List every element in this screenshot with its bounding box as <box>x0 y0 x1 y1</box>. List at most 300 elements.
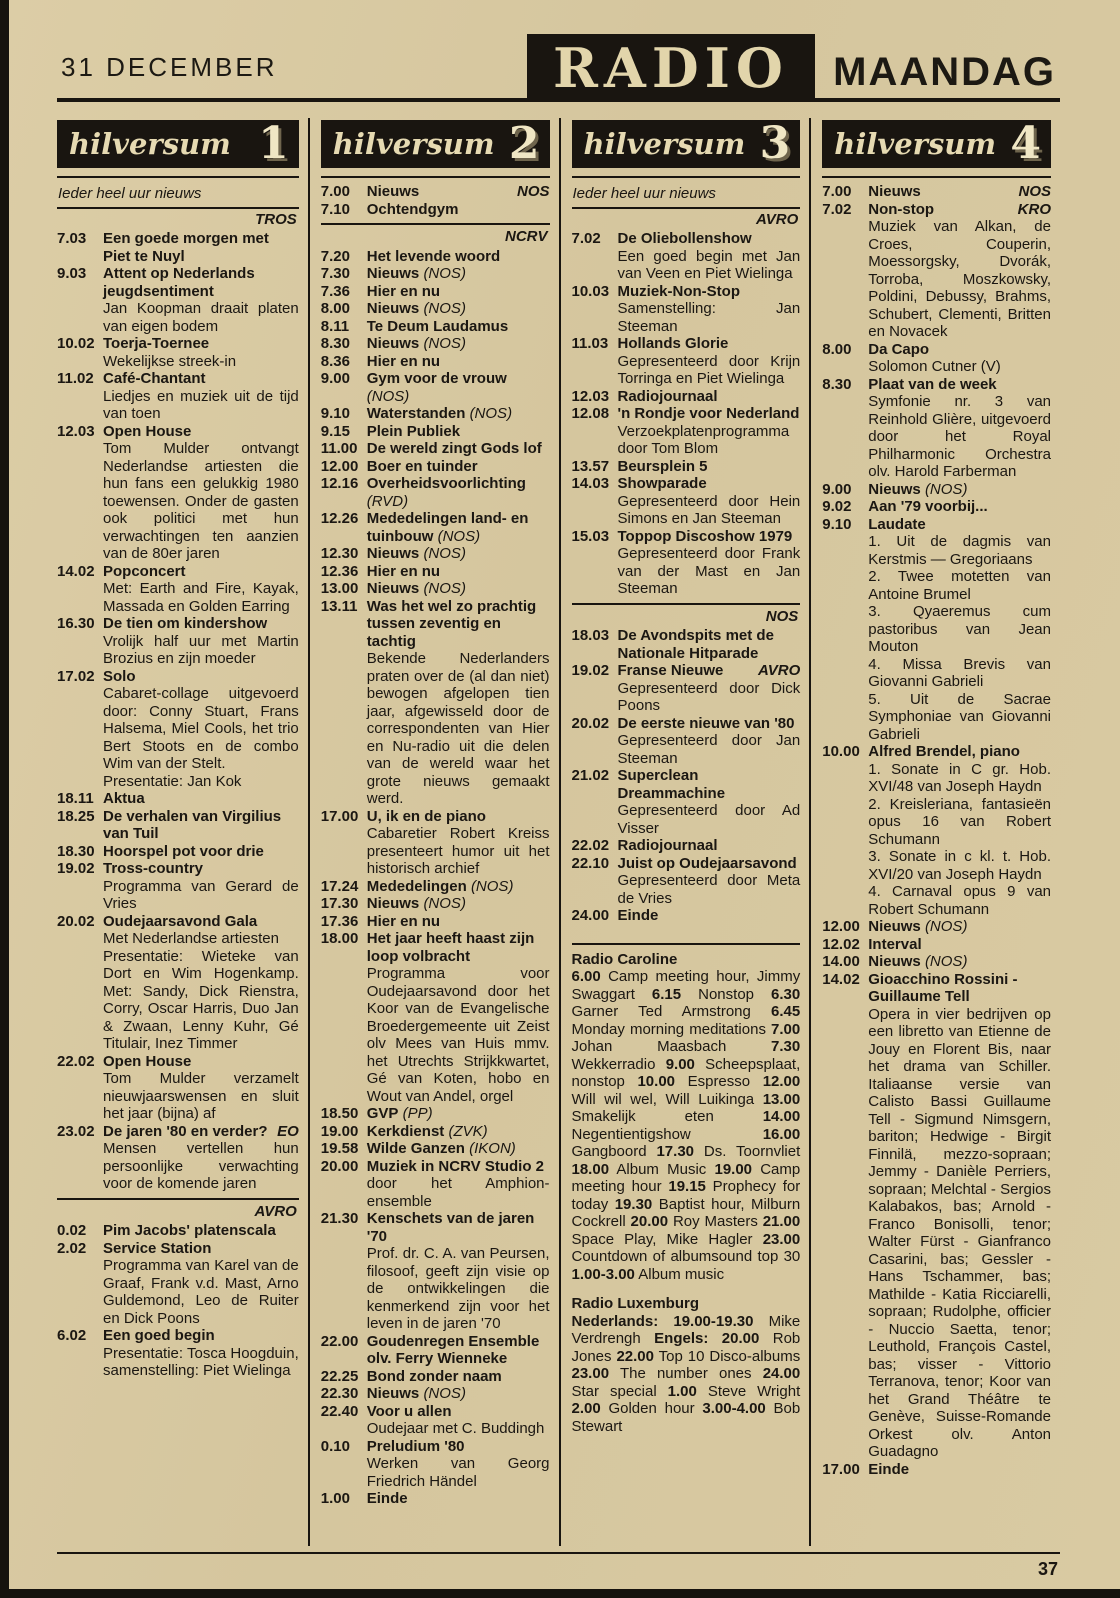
program-description: Met: Earth and Fire, Kayak, Massada en Golden Earring <box>103 580 299 615</box>
program-time: 10.02 <box>57 335 95 352</box>
program-title: De wereld zingt Gods lof <box>366 440 542 457</box>
program-time: 11.02 <box>57 370 94 387</box>
program-title: U, ik en de piano <box>366 807 486 825</box>
program-entry <box>822 936 1051 954</box>
column-listing <box>57 183 299 1380</box>
network-tag: NOS <box>1018 183 1051 200</box>
program-time: 7.00 <box>320 183 350 200</box>
program-description: Gepresenteerd door Jan Steeman <box>617 732 801 767</box>
program-title-line <box>103 370 299 388</box>
program-title-line <box>367 201 550 219</box>
program-title: Muziek-Non-Stop <box>617 282 740 300</box>
program-source-tag: (NOS) <box>366 387 410 405</box>
program-title-line <box>367 265 550 283</box>
program-title-line <box>618 767 801 802</box>
station-name: hilversum <box>834 126 997 161</box>
column-hilversum-3 <box>559 118 810 1546</box>
program-entry <box>822 953 1051 971</box>
network-tag: KRO <box>1017 200 1051 218</box>
program-entry <box>321 1210 550 1333</box>
program-description: 5. Uit de Sacrae Symphoniae van Giovanni Gabrieli <box>868 690 1051 743</box>
program-entry <box>321 1385 550 1403</box>
page-day: MAANDAG <box>833 50 1056 94</box>
program-title-line <box>618 388 801 406</box>
program-entry <box>321 1140 550 1158</box>
program-title-line <box>103 808 299 843</box>
program-title: Was het wel zo prachtig tussen zeventig en tachtig <box>366 597 537 650</box>
program-entry <box>321 440 550 458</box>
program-title: Een goed begin <box>103 1327 215 1344</box>
program-title-line <box>367 1438 550 1456</box>
program-time: 21.02 <box>571 767 610 784</box>
program-title: Boer en tuinder <box>366 457 478 475</box>
page-date: 31 DECEMBER <box>61 52 278 82</box>
program-description: Werken van Georg Friedrich Händel <box>366 1455 550 1490</box>
program-title-line <box>618 907 801 925</box>
column-header <box>822 120 1051 168</box>
program-title: Toppop Discoshow 1979 <box>617 527 793 545</box>
program-title-line <box>367 353 550 371</box>
program-title-line <box>367 183 550 201</box>
program-time: 18.50 <box>320 1105 359 1122</box>
program-time: 17.00 <box>822 1460 860 1478</box>
program-description: Vrolijk half uur met Martin Brozius en zijn moeder <box>103 632 299 667</box>
program-title: Waterstanden <box>366 405 466 422</box>
program-title: Non-stop <box>868 200 935 218</box>
program-source-tag: (NOS) <box>423 300 466 317</box>
program-entry <box>822 376 1051 481</box>
program-time: 10.03 <box>571 282 610 300</box>
program-entry <box>57 1123 299 1193</box>
program-time: 16.30 <box>57 615 95 632</box>
program-title-line <box>367 423 550 441</box>
program-title-line <box>103 423 299 441</box>
program-title-line <box>367 335 550 353</box>
program-source-tag: (NOS) <box>437 527 481 545</box>
program-title: Open House <box>103 1052 192 1070</box>
column-hilversum-4 <box>809 118 1060 1546</box>
program-title-line <box>367 1490 550 1508</box>
program-source-tag: (PP) <box>402 1105 433 1122</box>
program-source-tag: (NOS) <box>423 895 466 912</box>
program-entry <box>572 335 801 388</box>
program-title-line <box>618 335 801 353</box>
program-title: Aan '79 voorbij... <box>868 498 988 515</box>
program-title-line <box>868 201 1051 219</box>
column-listing <box>321 183 550 1508</box>
program-title: Nieuws <box>868 183 921 200</box>
program-time: 14.00 <box>822 953 860 970</box>
program-entry <box>321 1333 550 1368</box>
program-title-line <box>103 335 299 353</box>
program-title-line <box>868 498 1051 516</box>
program-title-line <box>367 545 550 563</box>
program-entry <box>572 767 801 837</box>
program-entry <box>572 855 801 908</box>
program-time: 9.00 <box>822 480 852 498</box>
program-time: 12.03 <box>571 387 610 405</box>
program-entry <box>321 808 550 878</box>
program-title: De jaren '80 en verder? <box>103 1122 268 1140</box>
column-rule <box>321 176 550 178</box>
program-title: Hoorspel pot voor drie <box>103 842 264 860</box>
program-title: Aktua <box>103 790 145 807</box>
program-description: Wekelijkse streek-in <box>103 352 237 370</box>
program-entry <box>321 318 550 336</box>
program-title: Hollands Glorie <box>617 335 729 352</box>
program-entry <box>321 1438 550 1491</box>
program-time: 14.02 <box>57 562 95 580</box>
program-title: Nieuws <box>868 480 921 498</box>
program-title: Ochtendgym <box>366 200 459 218</box>
program-time: 22.02 <box>57 1052 95 1070</box>
program-source-tag: (IKON) <box>469 1140 516 1157</box>
program-time: 15.03 <box>571 527 610 545</box>
program-title-line <box>367 895 550 913</box>
program-entry <box>321 1368 550 1386</box>
program-title: Superclean Dreammachine <box>617 767 726 802</box>
program-title: Solo <box>103 667 136 685</box>
program-title-line <box>868 376 1051 394</box>
program-time: 18.25 <box>57 807 95 825</box>
program-description: Gepresenteerd door Frank van der Mast en Jan Steeman <box>617 545 801 597</box>
program-title-line <box>367 405 550 423</box>
program-title: De verhalen van Virgilius van Tuil <box>103 807 282 842</box>
program-title-line <box>367 458 550 476</box>
program-title: 'n Rondje voor Nederland <box>617 405 800 422</box>
program-title: Wilde Ganzen <box>366 1140 465 1157</box>
program-title: Pim Jacobs' platenscala <box>103 1222 276 1239</box>
program-time: 17.30 <box>320 895 359 912</box>
program-entry <box>572 627 801 662</box>
program-title: Nieuws <box>366 335 420 352</box>
program-source-tag: (NOS) <box>423 335 466 352</box>
program-title-line <box>618 627 801 662</box>
program-time: 12.00 <box>320 457 359 475</box>
program-time: 12.02 <box>822 935 860 953</box>
program-entry <box>321 878 550 896</box>
program-title: Hier en nu <box>366 912 441 930</box>
program-time: 8.00 <box>320 300 350 317</box>
program-title-line <box>367 1105 550 1123</box>
program-description: Opera in vier bedrijven op een libretto van Etienne de Jouy en Florent Bis, naar het drama van Schiller. Italiaanse versie van Calisto Bassi Guillaume Tell - Sigmund Nimsgern, bariton; Hedwige - Birgit Finnilä, mezzo-sopraan; Jemmy - Danièle Perriers, sopraan; Melchtal - Sergios Kalabakos, bas; Arnold - Franco Bonisolli, tenor; Walter Fürst - Gianfranco Casarini, bas; Gessler - Hans Tschammer, bas; Mathilde - Katia Ricciarelli, sopraan; Rudolphe, officier - Nuccio Saetta, tenor; Leuthold, François Castel, bas; visser - Vittorio Terranova, tenor; Koor van het Grand Théâtre te Genève, Suisse-Romande Orkest olv. Anton Guadagno <box>868 1005 1051 1460</box>
network-label <box>572 603 801 626</box>
program-time: 18.00 <box>320 930 359 947</box>
all-hours-news-note: Ieder heel uur nieuws <box>572 183 801 209</box>
column-listing <box>572 183 801 1435</box>
program-time: 12.00 <box>822 918 860 935</box>
program-title-line <box>103 790 299 808</box>
program-entry <box>321 353 550 371</box>
program-title: Nieuws <box>366 183 420 200</box>
program-title: Showparade <box>617 475 707 492</box>
program-time: 12.08 <box>571 405 610 422</box>
program-time: 20.00 <box>320 1157 359 1175</box>
program-time: 7.02 <box>571 230 601 247</box>
program-description: Gepresenteerd door Dick Poons <box>617 679 801 714</box>
program-entry <box>57 668 299 791</box>
program-time: 17.00 <box>320 807 359 825</box>
program-title: Het levende woord <box>366 247 501 265</box>
program-title: Nieuws <box>366 300 420 317</box>
program-description: Samenstelling: Jan Steeman <box>617 300 801 335</box>
network-label <box>321 223 550 246</box>
program-title-line <box>868 183 1051 201</box>
program-time: 11.03 <box>571 335 609 352</box>
column-listing <box>822 183 1051 1478</box>
program-title-line <box>367 913 550 931</box>
program-title-line <box>618 715 801 733</box>
program-entry <box>321 895 550 913</box>
program-title: Attent op Nederlands jeugdsentiment <box>103 265 255 300</box>
program-time: 9.10 <box>320 405 350 422</box>
program-title: Hier en nu <box>366 282 441 300</box>
network-label-text: NCRV <box>504 228 548 245</box>
column-rule <box>822 176 1051 178</box>
program-entry <box>57 335 299 370</box>
program-title-line <box>367 1385 550 1403</box>
program-title: Overheidsvoorlichting <box>366 475 526 492</box>
program-entry <box>57 860 299 913</box>
program-description: Tom Mulder ontvangt Nederlandse artiesten die hun fans een gelukkig 1980 toewensen. Onder de gasten ook politici met hun verwachtingen ten aanzien van de 80er jaren <box>103 440 299 562</box>
footer-rule <box>57 1552 1060 1554</box>
program-title-line <box>103 1327 299 1345</box>
program-title-line <box>367 563 550 581</box>
program-source-tag: (NOS) <box>924 953 968 970</box>
all-hours-news-note: Ieder heel uur nieuws <box>57 183 299 209</box>
network-label-text: TROS <box>255 210 297 228</box>
program-title-line <box>367 440 550 458</box>
program-description: 4. Missa Brevis van Giovanni Gabrieli <box>868 655 1051 690</box>
program-entry <box>572 388 801 406</box>
program-time: 18.30 <box>57 842 95 860</box>
column-hilversum-2 <box>308 118 559 1546</box>
program-title-line <box>868 341 1051 359</box>
program-description: 3. Sonate in c kl. t. Hob. XVI/20 van Joseph Haydn <box>868 848 1051 883</box>
program-entry <box>572 907 801 925</box>
program-title-line <box>103 1053 299 1071</box>
program-title-line <box>367 1403 550 1421</box>
program-time: 19.58 <box>320 1140 359 1157</box>
program-title-line <box>103 843 299 861</box>
program-title-line <box>868 743 1051 761</box>
scan-edge-bottom <box>0 1589 1120 1598</box>
program-title: Gym voor de vrouw <box>366 370 507 387</box>
program-time: 8.00 <box>822 340 852 358</box>
program-title-line <box>618 475 801 493</box>
program-entry <box>321 545 550 563</box>
program-title-line <box>367 1368 550 1386</box>
program-time: 17.24 <box>320 877 359 895</box>
program-title-line <box>367 808 550 826</box>
program-time: 7.00 <box>822 183 852 200</box>
program-entry <box>321 563 550 581</box>
program-title: Service Station <box>103 1239 212 1257</box>
program-title: Café-Chantant <box>103 370 206 387</box>
program-entry <box>822 918 1051 936</box>
program-source-tag: (NOS) <box>470 877 514 895</box>
program-title: Interval <box>868 935 922 953</box>
section-heading: Radio Luxemburg <box>571 1295 700 1312</box>
program-entry <box>321 510 550 545</box>
channel-number: 1 <box>258 118 289 169</box>
column-header <box>321 120 550 168</box>
program-source-tag: (NOS) <box>924 480 968 498</box>
program-description: Presentatie: Jan Kok <box>103 772 242 790</box>
station-name: hilversum <box>583 126 746 161</box>
radio-logo <box>527 34 815 102</box>
program-title: Einde <box>366 1490 408 1507</box>
program-title: Muziek in NCRV Studio 2 <box>366 1157 544 1175</box>
program-title-line <box>367 598 550 651</box>
program-entry <box>822 183 1051 201</box>
program-time: 22.00 <box>320 1332 359 1350</box>
program-entry <box>822 1461 1051 1479</box>
column-rule <box>57 176 299 178</box>
network-tag: AVRO <box>758 662 801 679</box>
column-header <box>572 120 801 168</box>
program-title: De Oliebollenshow <box>617 230 752 247</box>
schedule-flow-text: 6.00 Camp meeting hour, Jimmy Swaggart 6.15 Nonstop 6.30 Garner Ted Armstrong 6.45 Monday morning meditations 7.00 Johan Maasbach 7.30 Wekkerradio 9.00 Scheepsplaat, nonstop 10.00 Espresso 12.00 Will wil wel, Will Luikinga 13.00 Smakelijk eten 14.00 Negentientigshow 16.00 Gangboord 17.30 Ds. Toornvliet 18.00 Album Music 19.00 Camp meeting hour 19.15 Prophecy for today 19.30 Baptist hour, Milburn Cockrell 20.00 Roy Masters 21.00 Space Play, Mike Hagler 23.00 Countdown of albumsound top 30 1.00-3.00 Album music <box>571 968 801 1283</box>
program-entry <box>572 662 801 715</box>
program-entry <box>572 405 801 458</box>
program-title: Preludium '80 <box>366 1437 465 1455</box>
program-entry <box>321 580 550 598</box>
program-title-line <box>367 300 550 318</box>
program-description: Gepresenteerd door Meta de Vries <box>617 872 801 907</box>
program-entry <box>321 265 550 283</box>
program-title: GVP <box>366 1105 399 1122</box>
program-time: 8.30 <box>320 335 350 352</box>
program-entry <box>822 498 1051 516</box>
program-time: 19.02 <box>57 860 95 877</box>
program-time: 24.00 <box>571 907 610 924</box>
program-title-line <box>367 283 550 301</box>
program-time: 8.36 <box>320 352 350 370</box>
program-time: 10.00 <box>822 743 860 760</box>
program-description: Mensen vertellen hun persoonlijke verwachting voor de komende jaren <box>103 1140 299 1192</box>
program-title-line <box>618 283 801 301</box>
program-entry <box>321 335 550 353</box>
program-title: De tien om kindershow <box>103 615 268 632</box>
program-entry <box>321 458 550 476</box>
program-time: 2.02 <box>57 1239 87 1257</box>
program-time: 13.00 <box>320 580 359 597</box>
program-entry <box>572 458 801 476</box>
program-description: Jan Koopman draait platen van eigen bodem <box>103 300 299 335</box>
program-title-line <box>367 930 550 965</box>
program-title: Popconcert <box>103 562 186 580</box>
program-description: Gepresenteerd door Krijn Torringa en Piet Wielinga <box>617 352 801 387</box>
program-title: Nieuws <box>366 895 420 912</box>
program-entry <box>321 475 550 510</box>
program-time: 12.16 <box>320 475 359 492</box>
program-source-tag: (NOS) <box>423 1385 466 1402</box>
program-description: Presentatie: Wieteke van Dort en Wim Hogenkamp. Met: Sandy, Dick Rienstra, Corry, Oscar Harris, Duo Jan & Zwaan, Lenny Kuhr, Gé Titulair, Inez Timmer <box>103 947 299 1052</box>
network-label <box>572 211 801 229</box>
network-label-text: AVRO <box>254 1202 297 1220</box>
program-time: 7.02 <box>822 200 852 218</box>
program-description: door het Amphion-ensemble <box>366 1175 550 1210</box>
network-label-text: NOS <box>765 607 799 625</box>
program-title: Bond zonder naam <box>366 1367 502 1385</box>
program-entry <box>321 1403 550 1438</box>
program-entry <box>822 201 1051 341</box>
program-entry <box>321 283 550 301</box>
program-title-line <box>103 230 299 265</box>
program-description: Programma van Karel van de Graaf, Frank v.d. Mast, Arno Guldemond, Leo de Ruiter en Dick Poons <box>103 1257 299 1327</box>
program-title-line <box>367 475 550 510</box>
program-title: Da Capo <box>868 340 930 358</box>
program-entry <box>57 615 299 668</box>
program-time: 9.10 <box>822 515 852 533</box>
program-time: 11.00 <box>320 440 358 457</box>
station-name: hilversum <box>69 126 231 161</box>
program-title-line <box>868 481 1051 499</box>
program-title-line <box>618 528 801 546</box>
program-title: De eerste nieuwe van '80 <box>617 714 795 732</box>
program-entry <box>57 230 299 265</box>
program-title: Laudate <box>868 515 926 533</box>
program-title-line <box>367 1210 550 1245</box>
program-description: Oudejaar met C. Buddingh <box>366 1420 545 1437</box>
program-title-line <box>367 1123 550 1141</box>
program-title: Einde <box>617 907 659 924</box>
program-entry <box>321 598 550 808</box>
program-time: 22.40 <box>320 1402 359 1420</box>
program-time: 20.02 <box>571 714 610 732</box>
program-title-line <box>618 405 801 423</box>
program-title: Nieuws <box>366 580 420 597</box>
program-title-line <box>618 230 801 248</box>
program-description: 1. Sonate in C gr. Hob. XVI/48 van Joseph Haydn <box>868 760 1051 795</box>
program-title: Open House <box>103 422 192 440</box>
program-description: 2. Twee motetten van Antoine Brumel <box>868 568 1051 603</box>
program-title: Nieuws <box>366 545 420 562</box>
program-entry <box>57 1053 299 1123</box>
network-label <box>57 211 299 229</box>
network-tag: EO <box>277 1122 299 1140</box>
program-title: Kerkdienst <box>366 1122 445 1140</box>
column-header <box>57 120 299 168</box>
program-description: Met Nederlandse artiesten <box>103 930 279 947</box>
program-entry <box>57 423 299 563</box>
program-title: Gioacchino Rossini - Guillaume Tell <box>868 970 1018 1005</box>
program-time: 7.03 <box>57 230 87 247</box>
network-tag: NOS <box>516 183 550 200</box>
program-title: Het jaar heeft haast zijn loop volbracht <box>366 930 535 965</box>
program-entry <box>822 341 1051 376</box>
program-title: Beursplein 5 <box>617 457 708 475</box>
program-title-line <box>367 510 550 545</box>
program-time: 9.02 <box>822 498 852 515</box>
program-entry <box>321 248 550 266</box>
program-title-line <box>367 878 550 896</box>
program-title: Voor u allen <box>366 1402 452 1420</box>
program-title: Franse Nieuwe <box>617 662 724 679</box>
program-entry <box>321 1490 550 1508</box>
program-time: 9.00 <box>320 370 350 387</box>
program-title-line <box>868 953 1051 971</box>
program-time: 21.30 <box>320 1210 359 1227</box>
program-description: 4. Carnaval opus 9 van Robert Schumann <box>868 883 1051 918</box>
program-entry <box>57 843 299 861</box>
program-time: 22.25 <box>320 1367 359 1385</box>
program-time: 7.36 <box>320 282 350 300</box>
program-entry <box>822 516 1051 744</box>
program-time: 12.30 <box>320 545 359 562</box>
program-entry <box>321 405 550 423</box>
